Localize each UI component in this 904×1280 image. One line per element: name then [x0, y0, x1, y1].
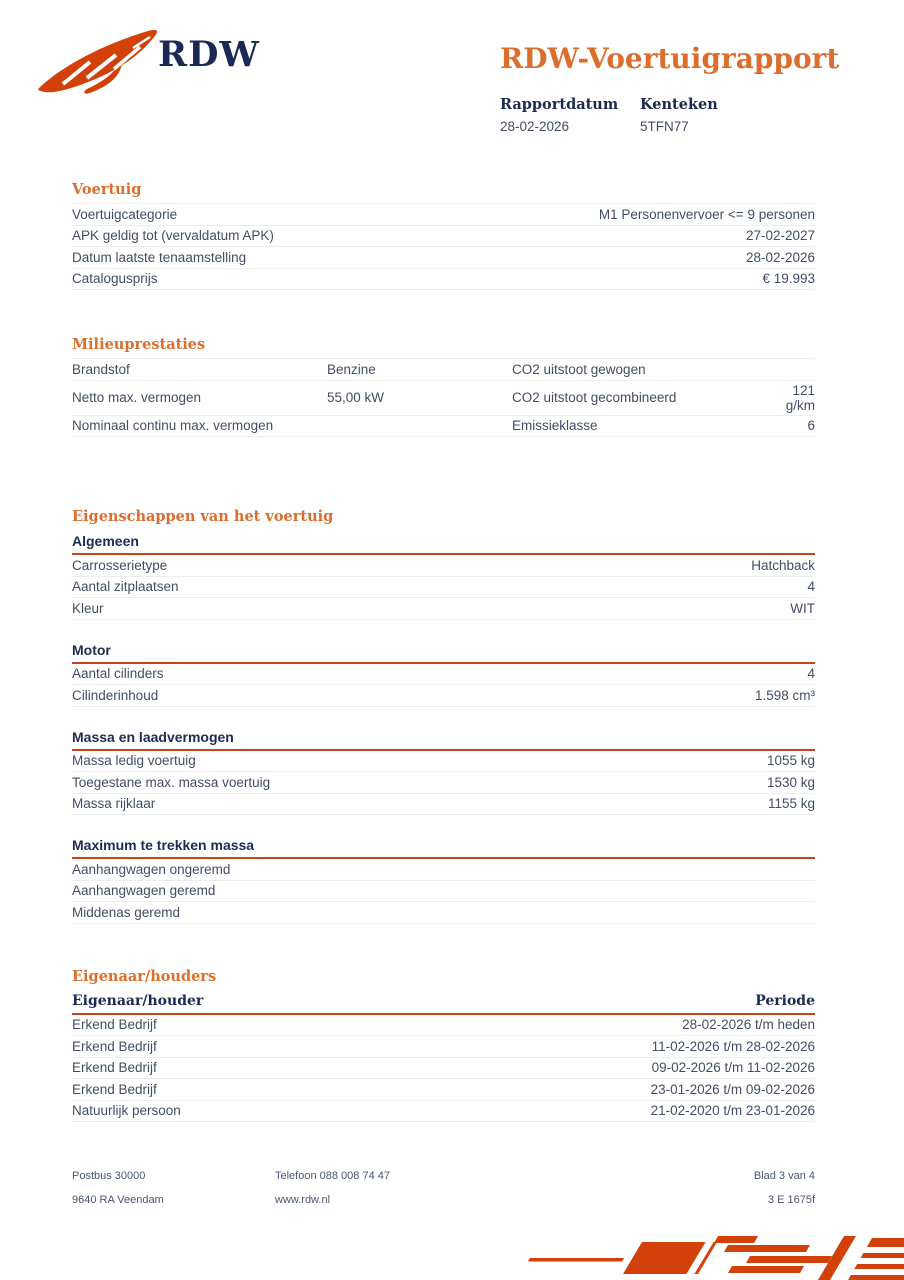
- row-label: Voertuigcategorie: [72, 206, 178, 222]
- license-plate-label: Kenteken: [640, 96, 718, 113]
- row-value: 28-02-2026: [745, 249, 815, 265]
- table-row: [72, 664, 815, 686]
- subsection-algemeen-title: Algemeen: [72, 533, 139, 549]
- report-date-label: Rapportdatum: [500, 96, 619, 113]
- footer-address: [72, 1171, 164, 1219]
- row-value: 27-02-2027: [745, 228, 815, 244]
- report-date-value: 28-02-2026: [500, 119, 570, 134]
- section-voertuig: [72, 181, 815, 290]
- row-label: Aantal cilinders: [72, 666, 164, 682]
- row-label: Cilinderinhoud: [72, 687, 159, 703]
- trekken-massa-rows: [72, 859, 815, 924]
- footer-doc-code: 3 E 1675f: [767, 1194, 815, 1206]
- row-label: CO2 uitstoot gewogen: [512, 361, 646, 377]
- table-row: [72, 1079, 815, 1101]
- row-label: Aantal zitplaatsen: [72, 579, 179, 595]
- subsection-massa: [72, 729, 815, 816]
- report-date-block: [500, 96, 618, 134]
- table-row: [72, 555, 815, 577]
- table-row: [72, 1015, 815, 1037]
- row-value: 4: [807, 666, 815, 682]
- subsection-massa-title: Massa en laadvermogen: [72, 728, 234, 745]
- row-value: Hatchback: [751, 557, 815, 573]
- owner-table-header: [72, 990, 815, 1015]
- report-body: [72, 181, 815, 1122]
- owner-cell: Erkend Bedrijf: [72, 1060, 157, 1076]
- owner-cell: Erkend Bedrijf: [72, 1038, 157, 1054]
- period-cell: 21-02-2020 t/m 23-01-2026: [650, 1103, 815, 1119]
- subsection-trekken-massa: [72, 837, 815, 924]
- row-label: Toegestane max. massa voertuig: [72, 774, 271, 790]
- motor-rows: [72, 664, 815, 707]
- row-label: Carrosserietype: [72, 557, 168, 573]
- period-column-header: Periode: [755, 992, 815, 1009]
- speed-stripes-graphic-icon: [512, 1232, 904, 1280]
- owner-cell: Natuurlijk persoon: [72, 1103, 181, 1119]
- table-row: [72, 859, 815, 881]
- subsection-algemeen: [72, 533, 815, 620]
- table-row: [72, 598, 815, 620]
- table-row: [72, 751, 815, 773]
- row-label: Netto max. vermogen: [72, 390, 202, 405]
- section-milieuprestaties: [72, 336, 815, 437]
- table-row: [72, 1101, 815, 1123]
- section-eigenschappen-title: Eigenschappen van het voertuig: [72, 508, 334, 525]
- table-row: [72, 226, 815, 248]
- table-row: [72, 577, 815, 599]
- table-row: [72, 1058, 815, 1080]
- section-voertuig-title: Voertuig: [72, 181, 142, 198]
- footer-website: www.rdw.nl: [275, 1194, 331, 1206]
- period-cell: 28-02-2026 t/m heden: [682, 1017, 815, 1033]
- period-cell: 11-02-2026 t/m 28-02-2026: [651, 1038, 815, 1054]
- row-label: Brandstof: [72, 361, 130, 377]
- table-row: [72, 1036, 815, 1058]
- footer-city: 9640 RA Veendam: [72, 1194, 164, 1206]
- table-row: [72, 685, 815, 707]
- owner-cell: Erkend Bedrijf: [72, 1081, 157, 1097]
- subsection-motor: [72, 642, 815, 707]
- table-row: [72, 269, 815, 291]
- massa-rows: [72, 751, 815, 816]
- footer-postbus: Postbus 30000: [72, 1170, 146, 1182]
- row-value: 6: [807, 418, 815, 434]
- row-label: Massa ledig voertuig: [72, 753, 196, 769]
- owner-column-header: Eigenaar/houder: [72, 992, 204, 1009]
- table-row: [72, 381, 815, 416]
- license-plate-block: [640, 96, 718, 134]
- row-value: 1530 kg: [766, 774, 815, 790]
- footer-phone: Telefoon 088 008 74 47: [275, 1170, 390, 1182]
- section-milieuprestaties-title: Milieuprestaties: [72, 336, 206, 353]
- row-value: M1 Personenvervoer <= 9 personen: [598, 206, 815, 222]
- row-label: Aanhangwagen geremd: [72, 883, 216, 899]
- voertuig-rows: [72, 203, 815, 290]
- footer-contact: [275, 1171, 390, 1219]
- row-value: 4: [807, 579, 815, 595]
- subsection-motor-title: Motor: [72, 641, 111, 658]
- row-value: 121 g/km: [785, 382, 815, 413]
- algemeen-rows: [72, 555, 815, 620]
- row-label: CO2 uitstoot gecombineerd: [512, 390, 677, 405]
- table-row: [72, 204, 815, 226]
- table-row: [72, 881, 815, 903]
- row-label: Middenas geremd: [72, 904, 181, 920]
- subsection-trekken-massa-title: Maximum te trekken massa: [72, 837, 255, 853]
- row-value: 1.598 cm³: [754, 687, 815, 703]
- table-row: [72, 794, 815, 816]
- section-eigenaar-title: Eigenaar/houders: [72, 967, 217, 985]
- row-label: Catalogusprijs: [72, 271, 158, 287]
- license-plate-value: 5TFN77: [640, 119, 689, 134]
- section-eigenschappen: [72, 508, 815, 924]
- row-label: Nominaal continu max. vermogen: [72, 418, 274, 434]
- table-row: [72, 359, 815, 381]
- owner-rows: [72, 1015, 815, 1123]
- row-value: 1155 kg: [767, 796, 815, 812]
- rdw-feather-logo-icon: [36, 24, 164, 108]
- row-label: Datum laatste tenaamstelling: [72, 249, 247, 265]
- table-row: [72, 247, 815, 269]
- section-eigenaar: [72, 968, 815, 1123]
- footer-meta: [754, 1171, 815, 1219]
- footer-page-indicator: Blad 3 van 4: [753, 1170, 815, 1182]
- table-row: [72, 902, 815, 924]
- row-label: Massa rijklaar: [72, 796, 156, 812]
- period-cell: 23-01-2026 t/m 09-02-2026: [650, 1081, 815, 1097]
- row-label: Kleur: [72, 600, 104, 616]
- table-row: [72, 772, 815, 794]
- milieuprestaties-rows: [72, 358, 815, 437]
- page-title: RDW-Voertuigrapport: [500, 42, 840, 75]
- period-cell: 09-02-2026 t/m 11-02-2026: [651, 1060, 815, 1076]
- row-label: Aanhangwagen ongeremd: [72, 861, 231, 877]
- row-value: 1055 kg: [766, 753, 815, 769]
- owner-cell: Erkend Bedrijf: [72, 1017, 157, 1033]
- row-label: APK geldig tot (vervaldatum APK): [72, 228, 274, 244]
- row-value: Benzine: [327, 361, 376, 377]
- row-label: Emissieklasse: [512, 418, 598, 434]
- row-value: € 19.993: [762, 271, 815, 287]
- row-value: WIT: [790, 600, 815, 616]
- table-row: [72, 416, 815, 438]
- rdw-logo-text: RDW: [158, 34, 260, 75]
- row-value: 55,00 kW: [327, 390, 385, 405]
